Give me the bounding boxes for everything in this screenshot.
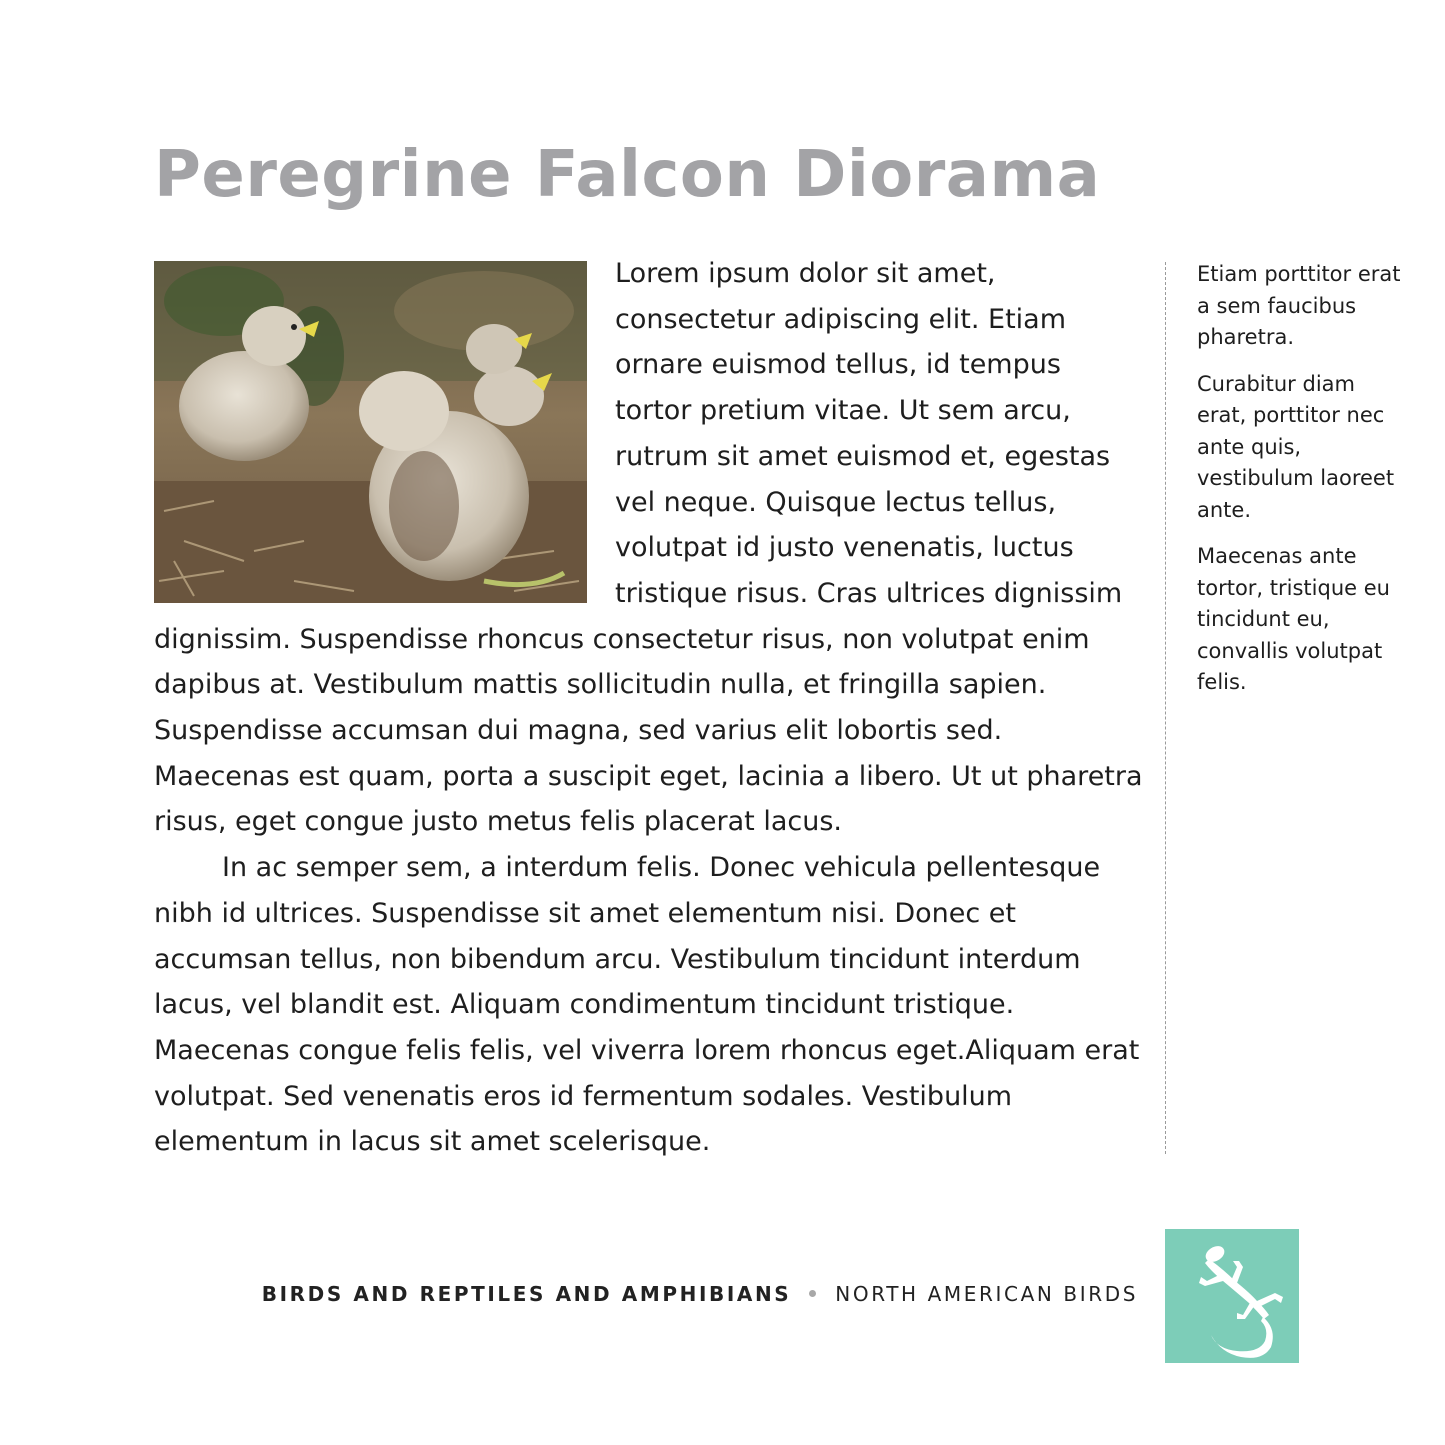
footer-category-line (262, 1282, 1138, 1306)
footer-subcategory: NORTH AMERICAN BIRDS (835, 1282, 1138, 1306)
body-paragraph-2: In ac semper sem, a interdum felis. Donec vehicula pellentesque nibh id ultrices. Suspendisse sit amet elementum nisi. Donec et accumsan tellus, non bibendum arcu. Vestibulum tincidunt interdum lacus, vel blandit est. Aliquam condimentum tincidunt tristique. Maecenas congue felis felis, vel viverra lorem rhoncus eget.Aliquam erat volutpat. Sed venenatis eros id fermentum sodales. Vestibulum elementum in lacus sit amet scelerisque. (154, 852, 1140, 1158)
page-title: Peregrine Falcon Diorama (154, 138, 1101, 212)
lizard-logo (1165, 1229, 1299, 1363)
sidebar-note: Maecenas ante tortor, tristique eu tincidunt eu, convallis volutpat felis. (1197, 544, 1390, 694)
separator-dot-icon (809, 1290, 816, 1297)
sidebar-note: Curabitur diam erat, porttitor nec ante quis, vestibulum laoreet ante. (1197, 371, 1395, 522)
falcon-chicks-photo (154, 261, 587, 603)
lizard-icon (1165, 1229, 1299, 1363)
column-divider (1165, 262, 1166, 1154)
sidebar-notes (1197, 259, 1407, 714)
main-article (154, 251, 1144, 1165)
body-paragraph-1: Lorem ipsum dolor sit amet, consectetur adipiscing elit. Etiam ornare euismod tellus, id tempus tortor pretium vitae. Ut sem arcu, rutrum sit amet euismod et, egestas vel neque. Quisque lectus tellus, volutpat id justo venenatis, luctus tristique risus. Cras ultrices dignissim dignissim. Suspendisse rhoncus consectetur risus, non volutpat enim dapibus at. Vestibulum mattis sollicitudin nulla, et fringilla sapien. Suspendisse accumsan dui magna, sed varius elit lobortis sed. Maecenas est quam, porta a suscipit eget, lacinia a libero. Ut ut pharetra risus, eget congue justo metus felis placerat lacus. (154, 258, 1143, 838)
sidebar-note: Etiam porttitor erat a sem faucibus pharetra. (1197, 262, 1401, 349)
footer-category: BIRDS AND REPTILES AND AMPHIBIANS (261, 1282, 792, 1306)
